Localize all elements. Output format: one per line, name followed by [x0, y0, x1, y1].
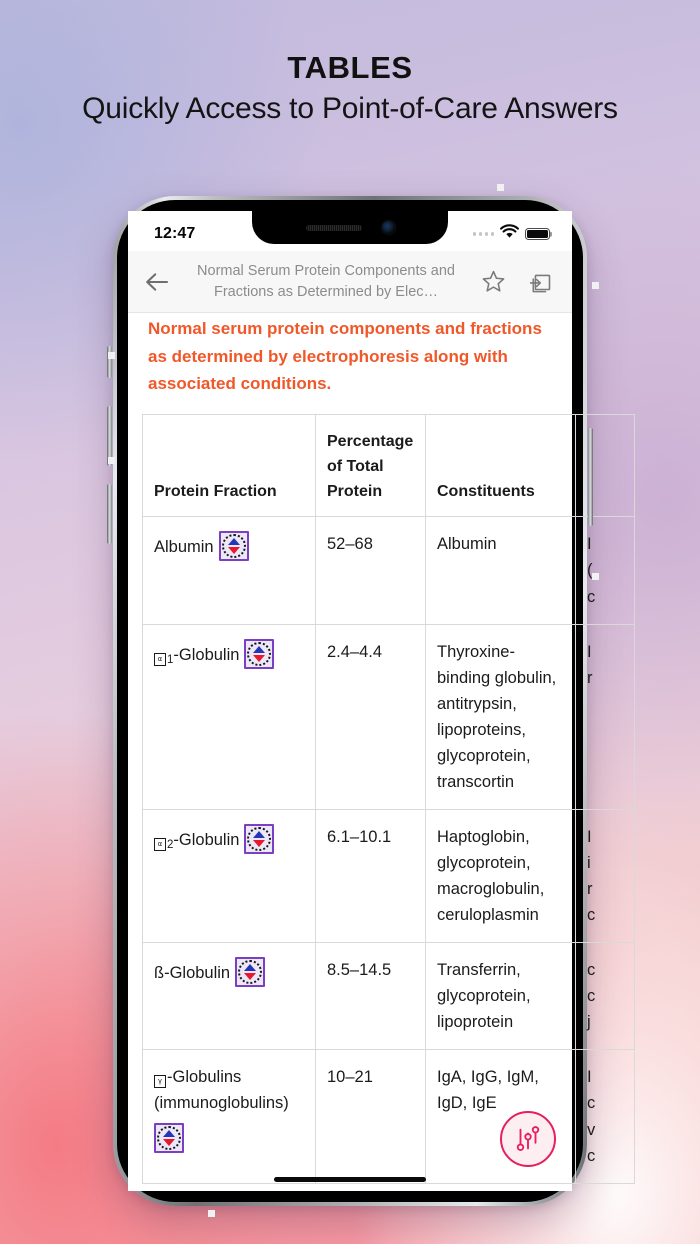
promo-kicker: TABLES: [287, 50, 413, 85]
filters-fab-button[interactable]: [500, 1111, 556, 1167]
table-row[interactable]: [143, 809, 635, 942]
wifi-icon: [500, 225, 519, 244]
protein-fractions-table: [142, 414, 635, 1184]
increase-decrease-icon[interactable]: [244, 639, 274, 669]
cell-protein-fraction: [143, 517, 316, 624]
cell-percentage: 10–21: [316, 1050, 426, 1183]
fraction-label: -Globulins (immunoglobulins): [154, 1068, 289, 1113]
missing-glyph-alpha-icon: α: [154, 653, 166, 666]
cell-protein-fraction: [143, 809, 316, 942]
column-header-protein-fraction: Protein Fraction: [143, 414, 316, 517]
cell-truncated: I c v c: [576, 1050, 635, 1183]
crop-mark: [108, 457, 115, 464]
crop-mark: [208, 1210, 215, 1217]
table-head: [143, 414, 635, 517]
sliders-icon: [513, 1124, 543, 1154]
fraction-label: Albumin: [154, 538, 214, 557]
phone-notch: [252, 211, 448, 244]
cell-percentage: 6.1–10.1: [316, 809, 426, 942]
signal-dots-icon: [473, 232, 495, 236]
phone-bezel: [117, 200, 596, 1202]
cell-protein-fraction: [143, 943, 316, 1050]
cell-constituents: Thyroxine-binding globulin, antitrypsin, lipoproteins, glycoprotein, transcortin: [426, 624, 576, 809]
phone-screen: [128, 211, 596, 1191]
fraction-subscript: 2: [167, 838, 174, 851]
promo-headline: [0, 52, 700, 125]
crop-mark: [497, 184, 504, 191]
cell-constituents: Albumin: [426, 517, 576, 624]
column-header-percentage: Percentage of Total Protein: [316, 414, 426, 517]
table-body: [143, 517, 635, 1183]
power-button[interactable]: [588, 428, 593, 526]
cell-constituents: IgA, IgG, IgM, IgD, IgE: [426, 1050, 576, 1183]
home-indicator[interactable]: [274, 1177, 426, 1183]
article-content[interactable]: [128, 307, 596, 1191]
cell-truncated: c c j: [576, 943, 635, 1050]
table-row[interactable]: [143, 624, 635, 809]
missing-glyph-gamma-icon: γ: [154, 1075, 166, 1088]
increase-decrease-icon[interactable]: [154, 1123, 184, 1153]
increase-decrease-icon[interactable]: [235, 957, 265, 987]
fraction-label: -Globulin: [173, 645, 240, 664]
silence-switch-button[interactable]: [107, 346, 112, 378]
increase-decrease-icon[interactable]: [244, 824, 274, 854]
column-header-truncated: [576, 414, 635, 517]
back-arrow-icon[interactable]: [142, 269, 172, 295]
cell-protein-fraction: [143, 1050, 316, 1183]
cell-constituents: Haptoglobin, glycoprotein, macroglobulin, ceruloplasmin: [426, 809, 576, 942]
status-indicators: [473, 225, 551, 244]
cell-truncated: I i r c: [576, 809, 635, 942]
status-time: 12:47: [154, 225, 196, 242]
star-icon[interactable]: [480, 268, 507, 295]
open-in-new-icon[interactable]: [527, 268, 554, 295]
cell-protein-fraction: [143, 624, 316, 809]
battery-icon: [525, 228, 550, 241]
crop-mark: [592, 573, 599, 580]
crop-mark: [592, 282, 599, 289]
fraction-subscript: 1: [167, 653, 174, 666]
phone-mockup: [113, 196, 596, 1206]
column-header-constituents: Constituents: [426, 414, 576, 517]
fraction-label: ß-Globulin: [154, 964, 231, 983]
fraction-label: -Globulin: [173, 830, 240, 849]
cell-constituents: Transferrin, glycoprotein, lipoprotein: [426, 943, 576, 1050]
cell-truncated: I r: [576, 624, 635, 809]
cell-truncated: I ( c: [576, 517, 635, 624]
cell-percentage: 8.5–14.5: [316, 943, 426, 1050]
page-title: Normal Serum Protein Components and Fractions as Determined by Elec…: [197, 262, 455, 300]
volume-down-button[interactable]: [107, 484, 112, 544]
cell-percentage: 2.4–4.4: [316, 624, 426, 809]
increase-decrease-icon[interactable]: [219, 531, 249, 561]
crop-mark: [108, 352, 115, 359]
front-camera-icon: [382, 221, 395, 234]
cell-percentage: 52–68: [316, 517, 426, 624]
table-row[interactable]: [143, 1050, 635, 1183]
missing-glyph-alpha-icon: α: [154, 838, 166, 851]
table-row[interactable]: [143, 517, 635, 624]
promo-subtitle: Quickly Access to Point-of-Care Answers: [82, 91, 618, 125]
app-navigation-bar: [128, 251, 572, 313]
lead-paragraph: Normal serum protein components and fractions as determined by electrophoresis along with associated conditions.: [148, 319, 542, 394]
table-header-row: [143, 414, 635, 517]
earpiece-speaker-icon: [306, 225, 362, 231]
table-row[interactable]: [143, 943, 635, 1050]
